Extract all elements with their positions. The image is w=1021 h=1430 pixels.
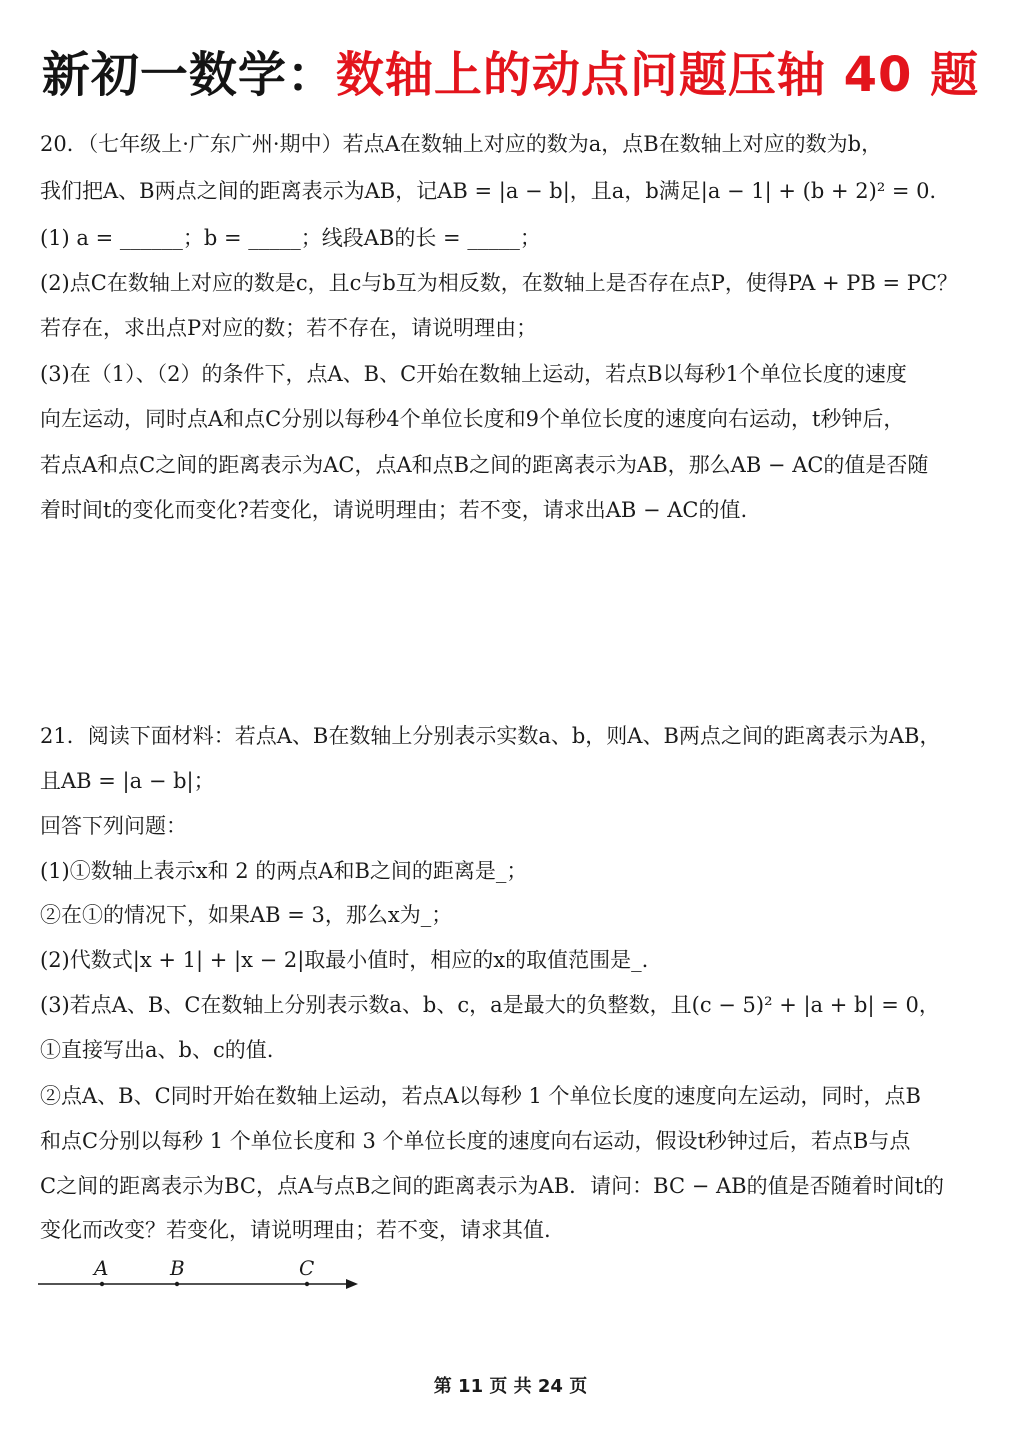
q20-line-8: 若点A和点C之间的距离表示为AC，点A和点B之间的距离表示为AB，那么AB − AC的值是否随: [40, 453, 929, 477]
title-main: 数轴上的动点问题压轴 40 题: [335, 47, 980, 103]
q21-line-9: ②点A、B、C同时开始在数轴上运动，若点A以每秒 1 个单位长度的速度向左运动，同时，点B: [40, 1084, 921, 1108]
q20-line-1: 20．（七年级上·广东广州·期中）若点A在数轴上对应的数为a，点B在数轴上对应的数为b，: [40, 132, 883, 156]
point-c-label: C: [299, 1256, 315, 1280]
number-line-arrow: [346, 1279, 358, 1289]
q21-line-3: 回答下列问题：: [40, 814, 187, 838]
q20-line-3: (1) a = ______；b = _____；线段AB的长 = _____；: [40, 226, 541, 250]
q20-line-9: 着时间t的变化而变化?若变化，请说明理由；若不变，请求出AB − AC的值.: [40, 498, 748, 522]
q21-line-1: 21．阅读下面材料：若点A、B在数轴上分别表示实数a、b，则A、B两点之间的距离表示为AB，: [40, 724, 941, 748]
point-a-dot: [100, 1282, 104, 1286]
point-b-label: B: [170, 1256, 185, 1280]
q20-line-7: 向左运动，同时点A和点C分别以每秒4个单位长度和9个单位长度的速度向右运动，t秒钟后，: [40, 407, 905, 431]
number-line-diagram: [0, 1250, 400, 1300]
q21-line-5: ②在①的情况下，如果AB = 3，那么x为_；: [40, 903, 453, 927]
q21-line-11: C之间的距离表示为BC，点A与点B之间的距离表示为AB．请问：BC − AB的值是否随着时间t的: [40, 1174, 945, 1198]
point-b-dot: [175, 1282, 179, 1286]
q21-line-12: 变化而改变？若变化，请说明理由；若不变，请求其值.: [40, 1218, 551, 1242]
q21-line-10: 和点C分别以每秒 1 个单位长度和 3 个单位长度的速度向右运动，假设t秒钟过后，若点B与点: [40, 1129, 911, 1153]
q20-line-4: (2)点C在数轴上对应的数是c，且c与b互为相反数，在数轴上是否存在点P，使得PA + PB = PC？: [40, 271, 958, 295]
title-prefix: 新初一数学：: [41, 47, 336, 103]
q21-line-6: (2)代数式|x + 1| + |x − 2|取最小值时，相应的x的取值范围是_.: [40, 948, 649, 972]
q20-line-2: 我们把A、B两点之间的距离表示为AB，记AB = |a − b|，且a，b满足|a − 1| + (b + 2)² = 0．: [40, 179, 951, 203]
q21-line-4: (1)①数轴上表示x和 2 的两点A和B之间的距离是_；: [40, 859, 528, 883]
q21-line-2: 且AB = |a − b|；: [40, 769, 215, 793]
q21-line-8: ①直接写出a、b、c的值.: [40, 1038, 274, 1062]
point-c-dot: [305, 1282, 309, 1286]
point-a-label: A: [94, 1256, 109, 1280]
page-title: [0, 40, 1021, 110]
q21-line-7: (3)若点A、B、C在数轴上分别表示数a、b、c，a是最大的负整数，且(c − 5)² + |a + b| = 0，: [40, 993, 940, 1017]
q20-line-5: 若存在，求出点P对应的数；若不存在，请说明理由；: [40, 316, 538, 340]
q20-line-6: (3)在（1）、（2）的条件下，点A、B、C开始在数轴上运动，若点B以每秒1个单位长度的速度: [40, 362, 907, 386]
page-footer: 第 11 页 共 24 页: [433, 1376, 588, 1397]
